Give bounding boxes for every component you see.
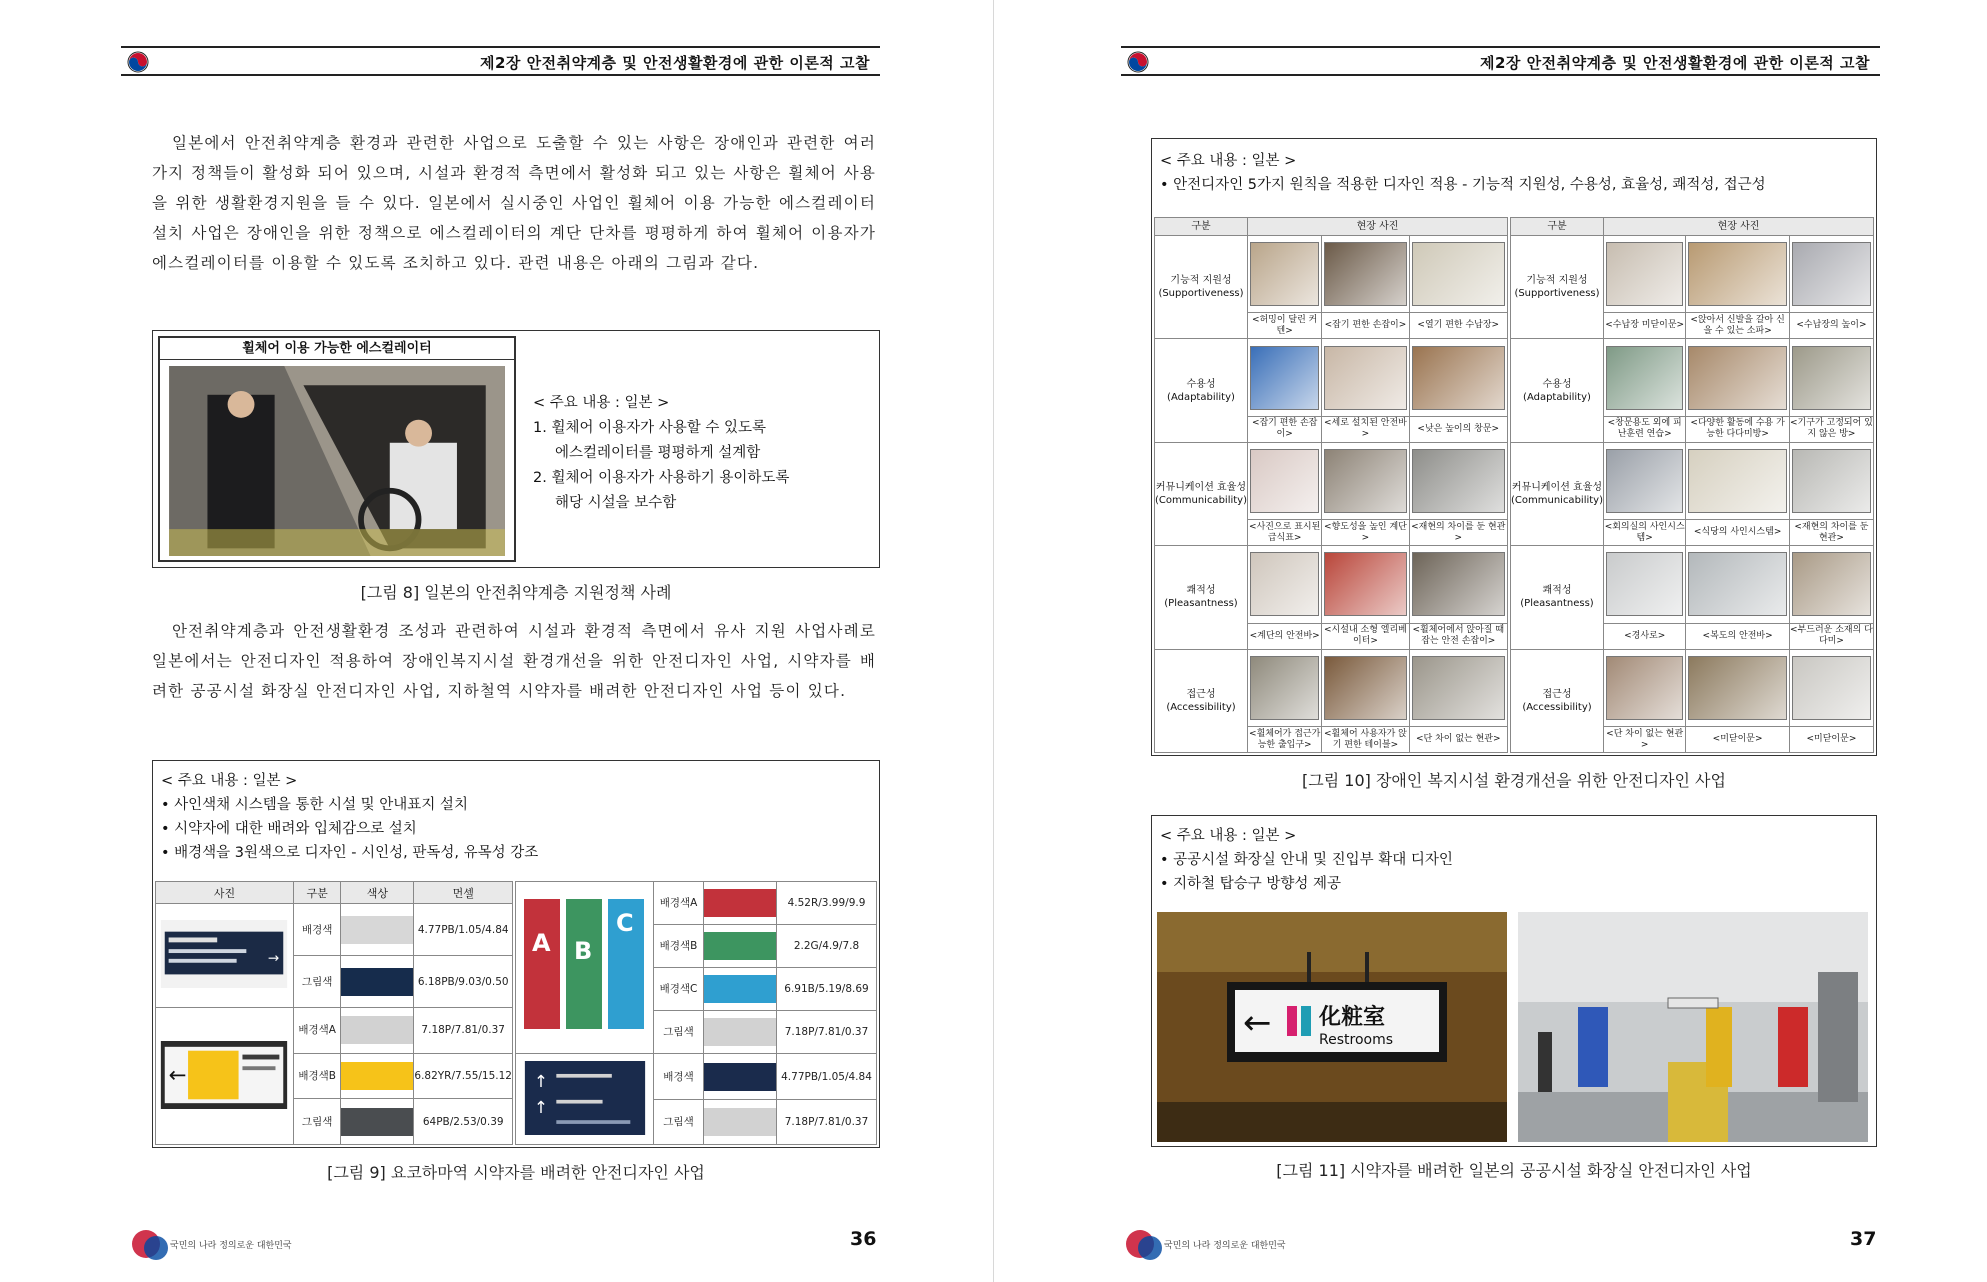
restroom-sign-photo [1156, 912, 1508, 1142]
note-1-line-2: 에스컬레이터를 평평하게 설계함 [555, 445, 761, 461]
photo-placeholder [1792, 449, 1871, 513]
svg-text:↑: ↑ [533, 1071, 548, 1091]
platform-sign-illustration [520, 1061, 650, 1135]
photo-caption: <계단의 안전바> [1247, 623, 1321, 649]
color-swatch [704, 925, 777, 968]
photo-placeholder [1324, 552, 1406, 616]
figure-9-box [152, 760, 880, 1148]
photo-caption: <휠체어가 접근가능한 출입구> [1247, 727, 1321, 753]
field-photo [1789, 649, 1873, 726]
principle-row [1155, 236, 1508, 313]
photo-caption: <잡기 편한 손잡이> [1322, 313, 1409, 339]
principle-row [1511, 236, 1874, 313]
footer-slogan-logo [1122, 1222, 1286, 1266]
figure-8-box [152, 330, 880, 568]
color-swatch [341, 1008, 414, 1054]
photo-placeholder [1792, 242, 1871, 306]
photo-placeholder [1688, 552, 1787, 616]
photo-placeholder [1250, 449, 1319, 513]
government-emblem-icon [1127, 51, 1149, 73]
chapter-title: 제2장 안전취약계층 및 안전생활환경에 관한 이론적 고찰 [479, 54, 870, 72]
photo-placeholder [1688, 449, 1787, 513]
photo-placeholder [1606, 552, 1683, 616]
photo-caption: <허밍이 달린 커텐> [1247, 313, 1321, 339]
abc-sign-photo [516, 882, 654, 1054]
field-photo [1789, 442, 1873, 519]
svg-text:↑: ↑ [533, 1097, 548, 1117]
principle-label: 쾌적성 (Pleasantness) [1155, 546, 1248, 649]
principle-label: 커뮤니케이션 효율성 (Communicability) [1155, 442, 1248, 545]
sign-photo-1 [156, 904, 294, 1008]
principle-row [1155, 546, 1508, 623]
col-header-photo: 사진 [156, 882, 294, 904]
munsell-value: 4.77PB/1.05/4.84 [414, 904, 513, 956]
paragraph-intro: 일본에서 안전취약계층 환경과 관련한 사업으로 도출할 수 있는 사항은 장애인과 관련한 여러 가지 정책들이 활성화 되어 있으며, 시설과 환경적 측면에서 활성화 되고 있는 사항은 휠체어 사용을 위한 생활환경지원을 들 수 있다. 일본에서 실시중인 사업인 휠체어 이용 가능한 에스컬레이터 설치 사업은 장애인을 위한 정책으로 에스컬레이터의 계단 단차를 평평하게 하여 휠체어 이용자가 에스컬레이터를 이용할 수 있도록 조치하고 있다. 관련 내용은 아래의 그림과 같다. [152, 134, 876, 272]
photo-placeholder [1412, 242, 1505, 306]
row-label: 그림색 [293, 956, 340, 1008]
figure-8-notes [533, 391, 873, 516]
color-swatch [704, 1011, 777, 1054]
svg-text:→: → [268, 950, 280, 967]
photo-caption: <잡기 편한 손잡이> [1247, 416, 1321, 442]
field-photo [1603, 546, 1685, 623]
photo-caption: <기구가 고정되어 있지 않은 방> [1789, 416, 1873, 442]
exit-sign-photo [160, 1041, 288, 1109]
paragraph-cases: 안전취약계층과 안전생활환경 조성과 관련하여 시설과 환경적 측면에서 유사 지원 사업사례로 일본에서는 안전디자인 적용하여 장애인복지시설 환경개선을 위한 안전디자인 사업, 시약자를 배려한 공공시설 화장실 안전디자인 사업, 지하철역 시약자를 배려한 안전디자인 사업 등이 있다. [152, 622, 876, 700]
principle-label: 수용성 (Adaptability) [1155, 339, 1248, 442]
government-emblem-icon [127, 51, 149, 73]
photo-placeholder [1324, 242, 1406, 306]
field-photo [1603, 339, 1685, 416]
figure-9-caption: [그림 9] 요코하마역 시약자를 배려한 안전디자인 사업 [327, 1163, 705, 1182]
photo-caption: <사진으로 표시된 급식표> [1247, 520, 1321, 546]
figure-10-box [1151, 138, 1877, 756]
page-left [0, 0, 993, 1282]
svg-text:←: ← [169, 1062, 187, 1088]
notes-heading: < 주요 내용 : 일본 > [1160, 153, 1297, 169]
escalator-photo-frame [158, 336, 516, 562]
munsell-value: 6.91B/5.19/8.69 [777, 968, 877, 1011]
principle-label: 기능적 지원성 (Supportiveness) [1155, 236, 1248, 339]
field-photo [1247, 339, 1321, 416]
photo-caption: <다양한 활동에 수용 가능한 다다미방> [1686, 416, 1790, 442]
swatch-fill [341, 916, 413, 944]
col-header-photos: 현장 사진 [1247, 218, 1507, 236]
swatch-fill [704, 889, 776, 917]
swatch-fill [341, 1062, 413, 1090]
field-photo [1409, 649, 1507, 726]
color-table-right [515, 881, 877, 1145]
photo-caption: <세로 설치된 안전바> [1322, 416, 1409, 442]
photo-caption: <미닫이문> [1789, 727, 1873, 753]
field-photo [1686, 339, 1790, 416]
svg-text:B: B [573, 937, 592, 966]
field-photo [1686, 236, 1790, 313]
photo-caption: <재현의 차이를 둔 현관> [1409, 520, 1507, 546]
notes-heading: < 주요 내용 : 일본 > [161, 773, 298, 789]
svg-text:Restrooms: Restrooms [1319, 1032, 1394, 1048]
color-swatch [704, 968, 777, 1011]
field-photo [1322, 236, 1409, 313]
svg-text:C: C [615, 909, 634, 938]
photo-caption: <식당의 사인시스템> [1686, 520, 1790, 546]
field-photo [1686, 649, 1790, 726]
row-label: 배경색A [293, 1008, 340, 1054]
subway-restroom-photo [1512, 912, 1874, 1142]
figure-9-notes [161, 769, 861, 865]
swatch-fill [341, 968, 413, 996]
direction-sign-photo [516, 1054, 654, 1145]
note-bullet-3: • 배경색을 3원색으로 디자인 - 시인성, 판독성, 유목성 강조 [161, 845, 539, 861]
photo-placeholder [1412, 449, 1505, 513]
field-photo [1603, 442, 1685, 519]
field-photo [1409, 339, 1507, 416]
note-bullet-2: • 시약자에 대한 배려와 입체감으로 설치 [161, 821, 417, 837]
color-swatch [704, 1099, 777, 1144]
row-label: 배경색B [293, 1053, 340, 1099]
col-header-color: 색상 [341, 882, 414, 904]
svg-text:국민의 나라 정의로운 대한민국: 국민의 나라 정의로운 대한민국 [1164, 1241, 1286, 1251]
principle-label: 접근성 (Accessibility) [1155, 649, 1248, 752]
field-photo [1603, 649, 1685, 726]
photo-placeholder [1606, 449, 1683, 513]
photo-placeholder [1250, 656, 1319, 720]
swatch-fill [341, 1108, 413, 1136]
photo-caption: <부드러운 소재의 다다미> [1789, 623, 1873, 649]
munsell-value: 4.77PB/1.05/4.84 [777, 1054, 877, 1099]
munsell-value: 4.52R/3.99/9.9 [777, 882, 877, 925]
footer-slogan-logo [128, 1222, 292, 1266]
swatch-fill [341, 1016, 413, 1044]
photo-placeholder [1688, 656, 1787, 720]
photo-placeholder [1250, 242, 1319, 306]
photo-caption: <단 차이 없는 현관> [1409, 727, 1507, 753]
field-photo [1247, 442, 1321, 519]
chapter-title: 제2장 안전취약계층 및 안전생활환경에 관한 이론적 고찰 [1479, 54, 1870, 72]
photo-caption: <수납장 미닫이문> [1603, 313, 1685, 339]
row-label: 그림색 [293, 1099, 340, 1145]
figure-10-caption: [그림 10] 장애인 복지시설 환경개선을 위한 안전디자인 사업 [1302, 771, 1726, 790]
col-header-photos: 현장 사진 [1603, 218, 1873, 236]
col-header-munsell: 먼셀 [414, 882, 513, 904]
munsell-value: 64PB/2.53/0.39 [414, 1099, 513, 1145]
photo-placeholder [1606, 346, 1683, 410]
swatch-fill [704, 1108, 776, 1136]
principle-row [1155, 649, 1508, 726]
page-number: 36 [850, 1228, 877, 1250]
photo-caption: <시설내 소형 엘리베이터> [1322, 623, 1409, 649]
photo-placeholder [1250, 552, 1319, 616]
note-1-line-1: 1. 휠체어 이용자가 사용할 수 있도록 [533, 420, 766, 436]
munsell-value: 2.2G/4.9/7.8 [777, 925, 877, 968]
swatch-fill [704, 975, 776, 1003]
munsell-value: 6.18PB/9.03/0.50 [414, 956, 513, 1008]
design-principles-table-left [1154, 217, 1508, 753]
field-photo [1789, 339, 1873, 416]
principle-label: 수용성 (Adaptability) [1511, 339, 1604, 442]
munsell-value: 7.18P/7.81/0.37 [414, 1008, 513, 1054]
svg-text:←: ← [1243, 1003, 1272, 1043]
row-label: 배경색C [654, 968, 704, 1011]
page-header [121, 46, 880, 76]
principle-row [1155, 442, 1508, 519]
photo-caption: <재현의 차이를 둔 현관> [1789, 520, 1873, 546]
photo-placeholder [1412, 656, 1505, 720]
field-photo [1686, 442, 1790, 519]
munsell-value: 7.18P/7.81/0.37 [777, 1099, 877, 1144]
col-header-category: 구분 [1511, 218, 1604, 236]
note-bullet-1: • 사인색채 시스템을 통한 시설 및 안내표지 설치 [161, 797, 468, 813]
photo-caption: <회의실의 사인시스템> [1603, 520, 1685, 546]
photo-caption: <경사로> [1603, 623, 1685, 649]
field-photo [1322, 649, 1409, 726]
photo-placeholder [1412, 552, 1505, 616]
figure-8-caption: [그림 8] 일본의 안전취약계층 지원정책 사례 [360, 583, 672, 602]
photo-placeholder [1324, 346, 1406, 410]
photo-caption: <미닫이문> [1686, 727, 1790, 753]
color-swatch [341, 904, 414, 956]
escalator-photo [165, 366, 509, 556]
field-photo [1603, 236, 1685, 313]
photo-placeholder [1792, 346, 1871, 410]
munsell-value: 7.18P/7.81/0.37 [777, 1011, 877, 1054]
principle-label: 기능적 지원성 (Supportiveness) [1511, 236, 1604, 339]
principle-label: 커뮤니케이션 효율성 (Communicability) [1511, 442, 1604, 545]
svg-text:국민의 나라 정의로운 대한민국: 국민의 나라 정의로운 대한민국 [170, 1241, 292, 1251]
row-label: 배경색 [654, 1054, 704, 1099]
color-swatch [341, 1053, 414, 1099]
field-photo [1322, 339, 1409, 416]
figure-10-notes [1160, 149, 1870, 197]
principle-row [1511, 546, 1874, 623]
field-photo [1409, 236, 1507, 313]
photo-caption: <단 차이 없는 현관> [1603, 727, 1685, 753]
svg-text:化粧室: 化粧室 [1319, 1005, 1386, 1030]
escalator-photo-title: 휠체어 이용 가능한 에스컬레이터 [160, 338, 514, 360]
photo-caption: <수납장의 높이> [1789, 313, 1873, 339]
photo-placeholder [1324, 656, 1406, 720]
page-right [994, 0, 1987, 1282]
page-header [1121, 46, 1880, 76]
photo-caption: <창문용도 외에 피난훈련 연습> [1603, 416, 1685, 442]
row-label: 배경색A [654, 882, 704, 925]
svg-text:A: A [531, 929, 551, 958]
swatch-fill [704, 1063, 776, 1091]
note-bullet-1: • 공공시설 화장실 안내 및 진입부 확대 디자인 [1160, 852, 1453, 868]
principle-row [1511, 649, 1874, 726]
photo-placeholder [1688, 346, 1787, 410]
field-photo [1686, 546, 1790, 623]
principle-label: 쾌적성 (Pleasantness) [1511, 546, 1604, 649]
note-bullet-1: • 안전디자인 5가지 원칙을 적용한 디자인 적용 - 기능적 지원성, 수용성, 효율성, 쾌적성, 접근성 [1160, 177, 1766, 193]
photo-caption: <복도의 안전바> [1686, 623, 1790, 649]
photo-caption: <휠체어에서 앉아질 때 잡는 안전 손잡이> [1409, 623, 1507, 649]
note-2-line-1: 2. 휠체어 이용자가 사용하기 용이하도록 [533, 470, 790, 486]
field-photo [1789, 546, 1873, 623]
col-header-category: 구분 [1155, 218, 1248, 236]
photo-caption: <낮은 높이의 창문> [1409, 416, 1507, 442]
color-swatch [704, 882, 777, 925]
swatch-fill [704, 1018, 776, 1046]
photo-placeholder [1606, 656, 1683, 720]
abc-sign-illustration [520, 891, 650, 1041]
photo-caption: <향도성을 높인 계단> [1322, 520, 1409, 546]
photo-placeholder [1792, 552, 1871, 616]
color-table-left [155, 881, 513, 1145]
swatch-fill [704, 932, 776, 960]
photo-placeholder [1250, 346, 1319, 410]
photo-caption: <휠체어 사용자가 앉기 편한 테이블> [1322, 727, 1409, 753]
photo-placeholder [1412, 346, 1505, 410]
photo-placeholder [1324, 449, 1406, 513]
photo-caption: <앉아서 신발을 갈아 신을 수 있는 소파> [1686, 313, 1790, 339]
sign-photo-2 [156, 1008, 294, 1145]
field-photo [1409, 442, 1507, 519]
col-header-category: 구분 [293, 882, 340, 904]
photo-placeholder [1688, 242, 1787, 306]
notes-heading: < 주요 내용 : 일본 > [533, 395, 670, 411]
principle-row [1511, 442, 1874, 519]
station-sign-photo [160, 920, 288, 988]
photo-placeholder [1606, 242, 1683, 306]
field-photo [1789, 236, 1873, 313]
color-swatch [341, 956, 414, 1008]
figure-11-caption: [그림 11] 시약자를 배려한 일본의 공공시설 화장실 안전디자인 사업 [1276, 1161, 1752, 1180]
field-photo [1247, 236, 1321, 313]
row-label: 배경색B [654, 925, 704, 968]
field-photo [1247, 546, 1321, 623]
note-bullet-2: • 지하철 탑승구 방향성 제공 [1160, 876, 1342, 892]
note-2-line-2: 해당 시설을 보수함 [555, 495, 677, 511]
page-number: 37 [1850, 1228, 1877, 1250]
photo-placeholder [1792, 656, 1871, 720]
principle-row [1511, 339, 1874, 416]
field-photo [1409, 546, 1507, 623]
row-label: 그림색 [654, 1011, 704, 1054]
munsell-value: 6.82YR/7.55/15.12 [414, 1053, 513, 1099]
row-label: 그림색 [654, 1099, 704, 1144]
field-photo [1322, 442, 1409, 519]
row-label: 배경색 [293, 904, 340, 956]
principle-row [1155, 339, 1508, 416]
field-photo [1322, 546, 1409, 623]
color-swatch [341, 1099, 414, 1145]
figure-11-notes [1160, 824, 1870, 896]
figure-11-box [1151, 815, 1877, 1147]
photo-caption: <열기 편한 수납장> [1409, 313, 1507, 339]
principle-label: 접근성 (Accessibility) [1511, 649, 1604, 752]
color-swatch [704, 1054, 777, 1099]
notes-heading: < 주요 내용 : 일본 > [1160, 828, 1297, 844]
design-principles-table-right [1510, 217, 1874, 753]
field-photo [1247, 649, 1321, 726]
